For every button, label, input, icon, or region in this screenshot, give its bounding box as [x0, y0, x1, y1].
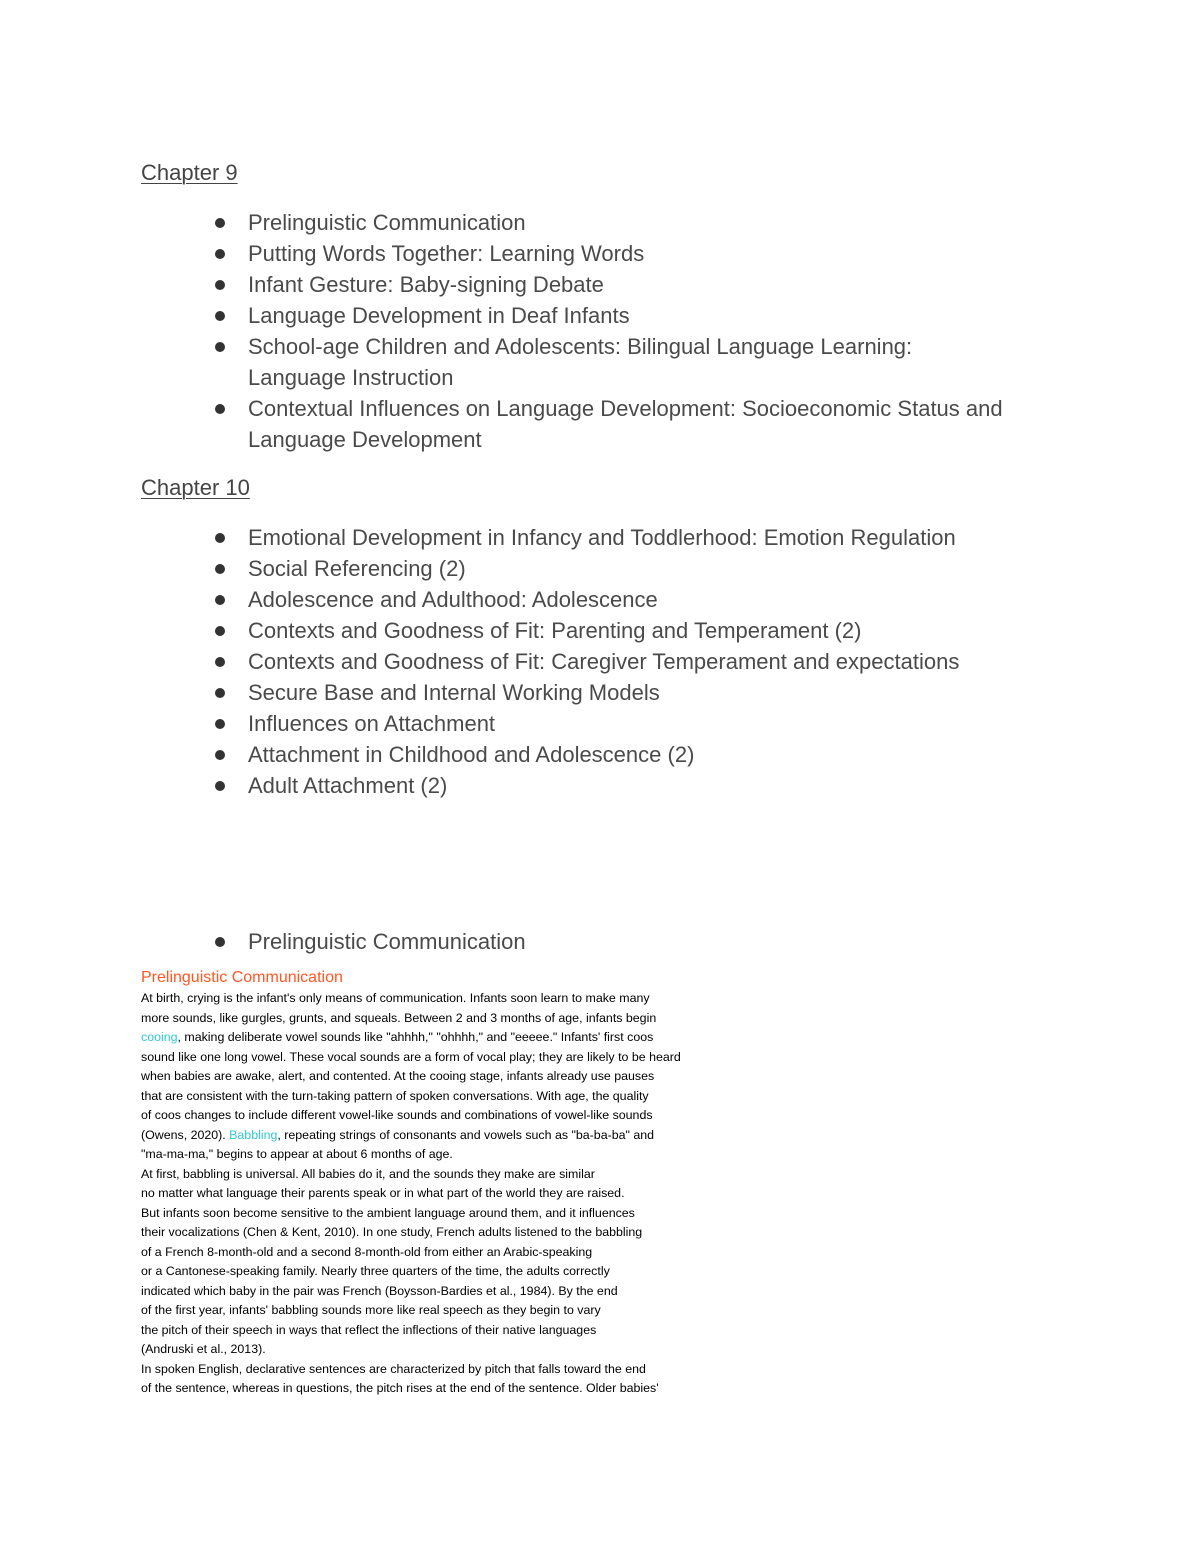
bullet-icon	[215, 249, 225, 259]
bullet-icon	[215, 688, 225, 698]
bullet-icon	[215, 218, 225, 228]
list-item: Social Referencing (2)	[212, 553, 1092, 584]
bullet-icon	[215, 781, 225, 791]
chapter-9-heading: Chapter 9	[141, 160, 238, 185]
list-item: Language Development in Deaf Infants	[212, 300, 1092, 331]
list-item: Adolescence and Adulthood: Adolescence	[212, 584, 1092, 615]
chapter-10-heading: Chapter 10	[141, 475, 250, 500]
bullet-icon	[215, 404, 225, 414]
bullet-icon	[215, 657, 225, 667]
text-line: cooing, making deliberate vowel sounds like "ahhhh," "ohhhh," and "eeeee." Infants' first coos	[141, 1030, 654, 1044]
list-item: Attachment in Childhood and Adolescence (2)	[212, 739, 1092, 770]
text-line: the pitch of their speech in ways that reflect the inflections of their native languages	[141, 1322, 597, 1337]
glossary-term[interactable]: Babbling	[229, 1127, 278, 1142]
bullet-icon	[215, 533, 225, 543]
text-line: At first, babbling is universal. All babies do it, and the sounds they make are similar	[141, 1166, 595, 1181]
text-line: In spoken English, declarative sentences are characterized by pitch that falls toward the end	[141, 1361, 646, 1376]
bullet-icon	[215, 719, 225, 729]
bullet-icon	[215, 595, 225, 605]
list-item: Secure Base and Internal Working Models	[212, 677, 1092, 708]
list-item: Prelinguistic Communication	[212, 926, 1092, 957]
list-item: Infant Gesture: Baby-signing Debate	[212, 269, 1092, 300]
text-line: when babies are awake, alert, and contented. At the cooing stage, infants already use pauses	[141, 1069, 655, 1083]
text-line: sound like one long vowel. These vocal sounds are a form of vocal play; they are likely to be heard	[141, 1049, 681, 1064]
text-line: of the first year, infants' babbling sounds more like real speech as they begin to vary	[141, 1303, 601, 1317]
detail-topic-list	[212, 926, 1092, 957]
text-line: of coos changes to include different vowel-like sounds and combinations of vowel-like sounds	[141, 1108, 653, 1122]
text-line: "ma-ma-ma," begins to appear at about 6 months of age.	[141, 1147, 453, 1161]
list-item: Contextual Influences on Language Development: Socioeconomic Status and Language Development	[212, 393, 1078, 455]
text-line: no matter what language their parents speak or in what part of the world they are raised.	[141, 1186, 625, 1200]
text-line: of a French 8-month-old and a second 8-month-old from either an Arabic-speaking	[141, 1244, 593, 1259]
bullet-icon	[215, 750, 225, 760]
bullet-icon	[215, 280, 225, 290]
list-item: Prelinguistic Communication	[212, 207, 1092, 238]
section-title: Prelinguistic Communication	[141, 969, 343, 986]
list-item: Influences on Attachment	[212, 708, 1092, 739]
bullet-icon	[215, 626, 225, 636]
list-item: Contexts and Goodness of Fit: Caregiver Temperament and expectations	[212, 646, 1092, 677]
text-line: of the sentence, whereas in questions, the pitch rises at the end of the sentence. Older babies'	[141, 1381, 659, 1395]
bullet-icon	[215, 564, 225, 574]
glossary-term[interactable]: cooing	[141, 1030, 178, 1044]
list-item: Adult Attachment (2)	[212, 770, 1092, 801]
bullet-icon	[215, 937, 225, 947]
body-paragraph	[141, 989, 821, 1399]
chapter-9-topic-list	[212, 207, 1092, 455]
text-line: or a Cantonese-speaking family. Nearly three quarters of the time, the adults correctly	[141, 1264, 610, 1278]
text-line: (Owens, 2020). Babbling, repeating strings of consonants and vowels such as "ba-ba-ba" and	[141, 1127, 655, 1142]
text-line: more sounds, like gurgles, grunts, and squeals. Between 2 and 3 months of age, infants begin	[141, 1010, 657, 1025]
text-line: indicated which baby in the pair was French (Boysson-Bardies et al., 1984). By the end	[141, 1283, 618, 1298]
list-item: Putting Words Together: Learning Words	[212, 238, 1092, 269]
text-line: (Andruski et al., 2013).	[141, 1342, 266, 1356]
text-line: their vocalizations (Chen & Kent, 2010). In one study, French adults listened to the babbling	[141, 1225, 643, 1239]
list-item: School-age Children and Adolescents: Bilingual Language Learning: Language Instruction	[212, 331, 968, 393]
bullet-icon	[215, 311, 225, 321]
text-line: that are consistent with the turn-taking pattern of spoken conversations. With age, the quality	[141, 1088, 649, 1103]
text-line: At birth, crying is the infant's only means of communication. Infants soon learn to make many	[141, 991, 650, 1005]
text-line: But infants soon become sensitive to the ambient language around them, and it influences	[141, 1205, 635, 1220]
list-item: Contexts and Goodness of Fit: Parenting and Temperament (2)	[212, 615, 1092, 646]
list-item: Emotional Development in Infancy and Toddlerhood: Emotion Regulation	[212, 522, 1092, 553]
chapter-10-topic-list	[212, 522, 1092, 801]
bullet-icon	[215, 342, 225, 352]
